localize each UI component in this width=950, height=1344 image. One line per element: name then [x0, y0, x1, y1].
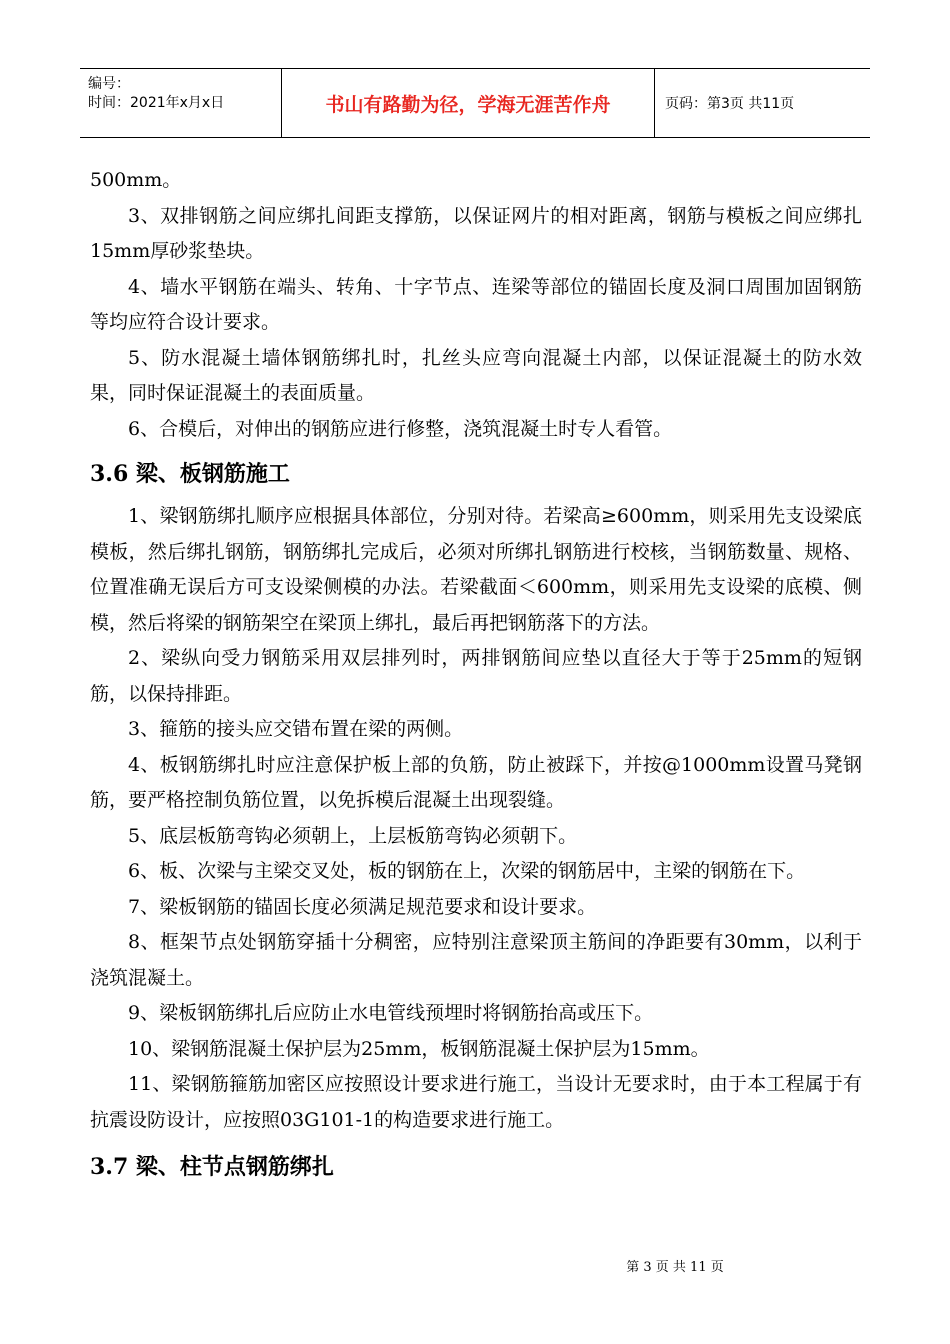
paragraph: 6、合模后，对伸出的钢筋应进行修整，浇筑混凝土时专人看管。: [128, 417, 673, 440]
document-body: [90, 163, 862, 1192]
paragraph: 4、板钢筋绑扎时应注意保护板上部的负筋，防止被踩下，并按@1000mm设置马凳钢筋，要严格控制负筋位置，以免拆模后混凝土出现裂缝。: [90, 753, 862, 811]
paragraph: 10、梁钢筋混凝土保护层为25mm，板钢筋混凝土保护层为15mm。: [128, 1037, 710, 1060]
page-header: [80, 68, 870, 138]
header-meta: [80, 69, 282, 137]
paragraph: 1、梁钢筋绑扎顺序应根据具体部位，分别对待。若梁高≥600mm，则采用先支设梁底模板，然后绑扎钢筋，钢筋绑扎完成后，必须对所绑扎钢筋进行校核，当钢筋数量、规格、位置准确无误后方可支设梁侧模的办法。若梁截面＜600mm，则采用先支设梁的底模、侧模，然后将梁的钢筋架空在梁顶上绑扎，最后再把钢筋落下的方法。: [90, 505, 862, 634]
paragraph: 7、梁板钢筋的锚固长度必须满足规范要求和设计要求。: [128, 895, 597, 918]
paragraph: 9、梁板钢筋绑扎后应防止水电管线预埋时将钢筋抬高或压下。: [128, 1002, 654, 1024]
paragraph: 3、箍筋的接头应交错布置在梁的两侧。: [128, 718, 464, 740]
paragraph-continuation: 500mm。: [90, 169, 182, 191]
paragraph: 11、梁钢筋箍筋加密区应按照设计要求进行施工，当设计无要求时，由于本工程属于有抗震设防设计，应按照03G101-1的构造要求进行施工。: [90, 1073, 862, 1131]
header-motto: 书山有路勤为径，学海无涯苦作舟: [282, 69, 655, 137]
header-page-info: 页码：第3页 共11页: [665, 96, 795, 112]
page-footer: 第 3 页 共 11 页: [626, 1260, 724, 1275]
header-number-label: 编号：: [88, 76, 130, 92]
section-heading-3-6: 3.6 梁、板钢筋施工: [90, 461, 290, 487]
paragraph: 2、梁纵向受力钢筋采用双层排列时，两排钢筋间应垫以直径大于等于25mm的短钢筋，以保持排距。: [90, 647, 862, 705]
header-date: 时间：2021年x月x日: [88, 95, 225, 111]
paragraph: 3、双排钢筋之间应绑扎间距支撑筋，以保证网片的相对距离，钢筋与模板之间应绑扎15mm厚砂浆垫块。: [90, 204, 862, 262]
paragraph: 8、框架节点处钢筋穿插十分稠密，应特别注意梁顶主筋间的净距要有30mm，以利于浇筑混凝土。: [90, 931, 862, 989]
paragraph: 4、墙水平钢筋在端头、转角、十字节点、连梁等部位的锚固长度及洞口周围加固钢筋等均应符合设计要求。: [90, 275, 862, 333]
paragraph: 5、防水混凝土墙体钢筋绑扎时，扎丝头应弯向混凝土内部，以保证混凝土的防水效果，同时保证混凝土的表面质量。: [90, 346, 862, 404]
section-heading-3-7: 3.7 梁、柱节点钢筋绑扎: [90, 1154, 334, 1180]
paragraph: 6、板、次梁与主梁交叉处，板的钢筋在上，次梁的钢筋居中，主梁的钢筋在下。: [128, 860, 806, 882]
paragraph: 5、底层板筋弯钩必须朝上，上层板筋弯钩必须朝下。: [128, 824, 578, 847]
